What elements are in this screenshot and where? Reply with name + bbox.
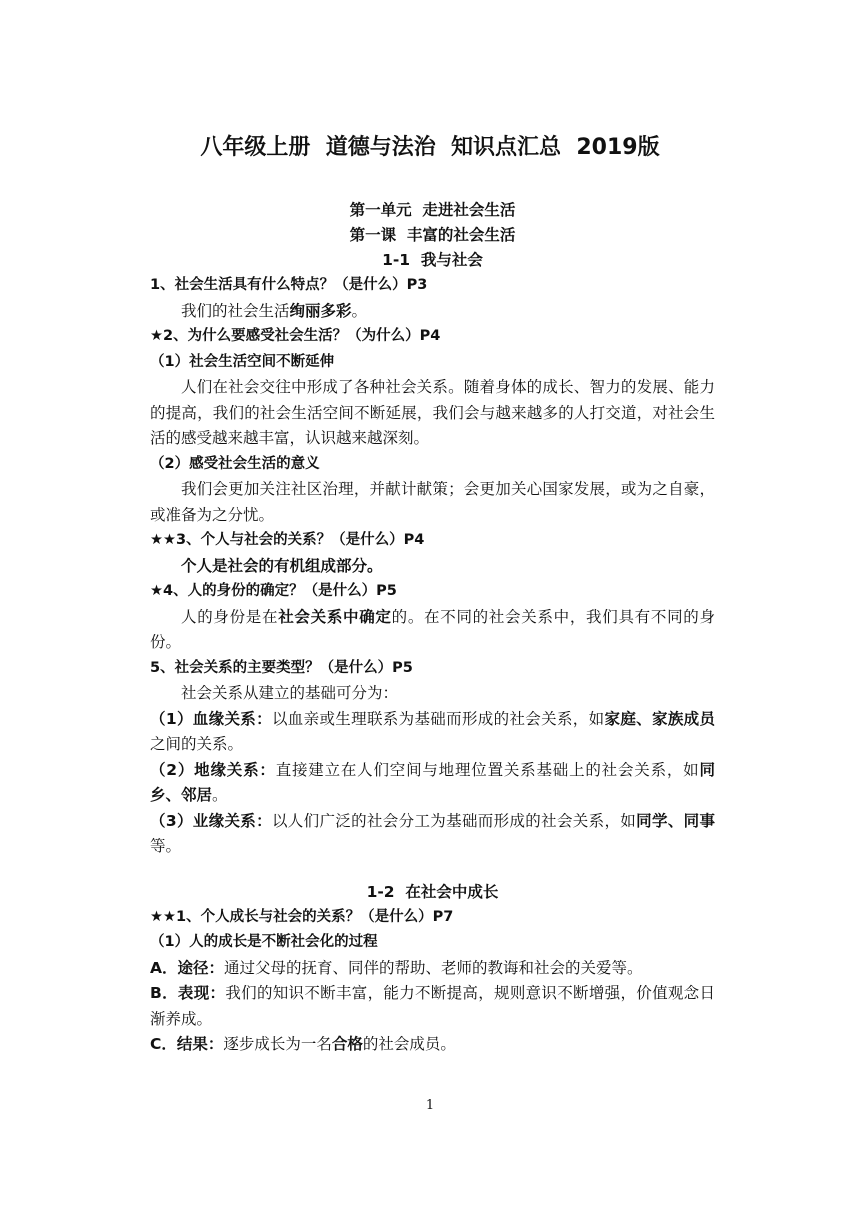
answer-1 <box>150 299 715 325</box>
type-1-key: 家庭、家族成员 <box>604 709 715 728</box>
item-a-text: 通过父母的抚育、同伴的帮助、老师的教诲和社会的关爱等。 <box>224 958 643 977</box>
answer-2-paragraph-2: 我们会更加关注社区治理，并献计献策；会更加关心国家发展，或为之自豪，或准备为之分忧。 <box>150 480 715 524</box>
type-2-key: 同乡、邻居 <box>150 760 715 804</box>
answer-5-type-3 <box>150 809 715 860</box>
type-1-end: 之间的关系。 <box>150 735 244 753</box>
answer-5-type-2 <box>150 758 715 809</box>
item-c-text: 逐步成长为一名 <box>223 1035 332 1053</box>
answer-3: 个人是社会的有机组成部分。 <box>181 556 383 575</box>
answer-6-c <box>150 1032 715 1058</box>
answer-4-text-a: 人的身份是在 <box>181 607 279 626</box>
document-body <box>150 198 715 1058</box>
type-3-text: 以人们广泛的社会分工为基础而形成的社会关系，如 <box>271 811 637 830</box>
lesson-heading: 第一课 丰富的社会生活 <box>349 226 516 244</box>
answer-4 <box>150 605 715 656</box>
question-2-sub-1: （1）社会生活空间不断延伸 <box>150 353 335 370</box>
item-b-label: B．表现： <box>150 984 226 1002</box>
type-1-label: （1）血缘关系： <box>150 709 272 728</box>
question-2-sub-2: （2）感受社会生活的意义 <box>150 455 320 472</box>
type-2-text: 直接建立在人们空间与地理位置关系基础上的社会关系，如 <box>275 760 700 779</box>
answer-5-type-1 <box>150 707 715 758</box>
answer-6-a <box>150 956 715 982</box>
section-heading-1-2: 1-2 在社会中成长 <box>366 882 499 901</box>
answer-4-text-b: 的。在不同的社会关系中，我们具有不同的身份。 <box>150 607 715 651</box>
unit-heading: 第一单元 走进社会生活 <box>349 201 516 219</box>
question-6-sub-1: （1）人的成长是不断社会化的过程 <box>150 934 378 950</box>
answer-5-intro: 社会关系从建立的基础可分为： <box>181 684 399 702</box>
type-1-text: 以血亲或生理联系为基础而形成的社会关系，如 <box>271 709 605 728</box>
item-b-text: 我们的知识不断丰富，能力不断提高，规则意识不断增强，价值观念日渐养成。 <box>150 984 715 1028</box>
section-heading-1-1: 1-1 我与社会 <box>382 251 483 269</box>
document-title: 八年级上册 道德与法治 知识点汇总 2019版 <box>200 135 660 160</box>
page-number: 1 <box>425 1098 435 1113</box>
section-spacer <box>150 860 715 880</box>
item-c-key: 合格 <box>331 1035 363 1053</box>
question-3: ★★3、个人与社会的关系？（是什么）P4 <box>150 532 425 548</box>
answer-4-key: 社会关系中确定 <box>278 607 392 626</box>
item-c-end: 的社会成员。 <box>362 1035 456 1053</box>
item-a-label: A．途径： <box>150 958 224 977</box>
answer-2-paragraph-1: 人们在社会交往中形成了各种社会关系。随着身体的成长、智力的发展、能力的提高，我们的社会生活空间不断延展，我们会与越来越多的人打交道，对社会生活的感受越来越丰富，认识越来越深刻。 <box>150 378 715 447</box>
question-6: ★★1、个人成长与社会的关系？（是什么）P7 <box>150 908 454 925</box>
type-2-end: 。 <box>212 786 228 804</box>
type-2-label: （2）地缘关系： <box>150 760 276 779</box>
type-3-end: 等。 <box>150 837 182 855</box>
item-c-label: C．结果： <box>150 1035 224 1053</box>
question-4: ★4、人的身份的确定？（是什么）P5 <box>150 583 397 599</box>
type-3-key: 同学、同事 <box>636 811 715 830</box>
answer-1-end: 。 <box>351 301 368 320</box>
question-2: ★2、为什么要感受社会生活？（为什么）P4 <box>150 328 441 344</box>
question-5: 5、社会关系的主要类型？（是什么）P5 <box>150 659 413 676</box>
question-1: 1、社会生活具有什么特点？（是什么）P3 <box>150 277 428 293</box>
type-3-label: （3）业缘关系： <box>150 811 272 830</box>
answer-1-key: 绚丽多彩 <box>289 301 352 320</box>
answer-1-text: 我们的社会生活 <box>181 301 290 320</box>
answer-6-b <box>150 981 715 1032</box>
